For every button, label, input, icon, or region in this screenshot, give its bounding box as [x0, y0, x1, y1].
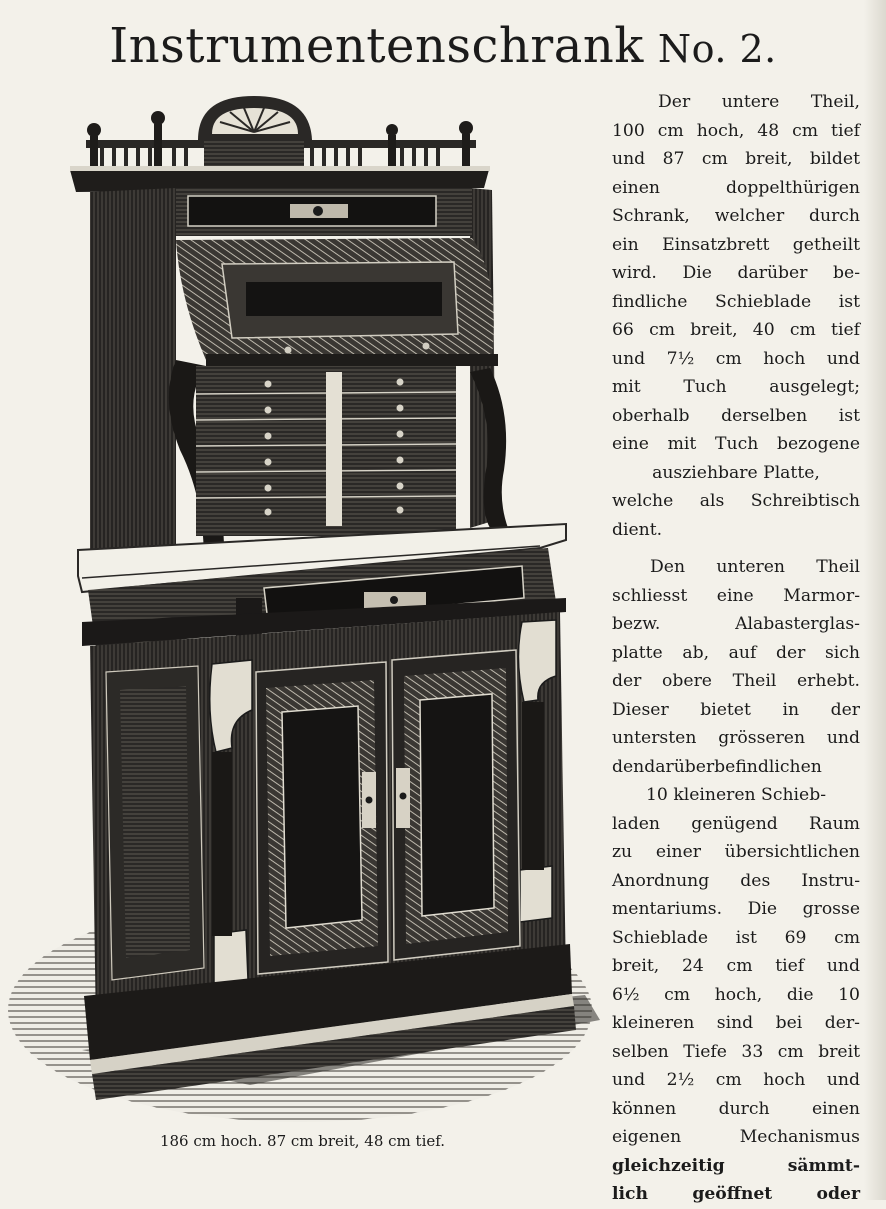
text-line: untersten grösseren und [612, 728, 860, 748]
text-line: gleichzeitig sämmt- [612, 1155, 860, 1176]
text-line: lich geöffnet oder [612, 1184, 860, 1204]
text-line: 100 cm hoch, 48 cm tief [612, 120, 860, 141]
text-line: 10 kleineren Schieb- [645, 785, 827, 805]
text-line: Schieblade ist 69 cm [612, 927, 860, 948]
text-line: können durch einen [612, 1098, 860, 1119]
text-line: dendarüberbefindlichen [612, 756, 822, 777]
text-line: schliesst eine Marmor- [612, 585, 860, 606]
page-title [0, 14, 886, 81]
description-column [612, 88, 860, 1209]
text-line: eigenen Mechanismus [612, 1127, 860, 1147]
text-line: einen doppelthürigen [612, 177, 860, 198]
text-line: Anordnung des Instru- [612, 870, 860, 891]
text-line: wird. Die darüber be- [612, 263, 860, 283]
text-line: kleineren sind bei der- [612, 1013, 860, 1033]
text-line: zu einer übersichtlichen [612, 842, 860, 862]
paragraph-2 [612, 553, 860, 1209]
text-line: findliche Schieblade ist [612, 291, 860, 312]
text-line: und 87 cm breit, bildet [612, 149, 860, 169]
top-gallery [86, 96, 476, 168]
cabinet-engraving-icon [0, 88, 605, 1140]
page-edge-shadow [864, 0, 886, 1200]
text-line: ein Einsatzbrett getheilt [612, 234, 860, 255]
text-line: eine mit Tuch bezogene [612, 434, 860, 454]
text-line: laden genügend Raum [612, 813, 860, 834]
paragraph-1 [612, 88, 860, 544]
text-line: ausziehbare Platte, [652, 462, 820, 483]
text-line: 6½ cm hoch, die 10 [612, 984, 860, 1005]
text-line: Den unteren Theil [650, 557, 860, 577]
text-line: Der untere Theil, [658, 92, 860, 112]
text-line: mit Tuch ausgelegt; [612, 377, 860, 397]
text-line: 66 cm breit, 40 cm tief [612, 320, 860, 340]
text-line: und 2½ cm hoch und [612, 1070, 860, 1090]
text-line: bezw. Alabasterglas- [612, 614, 860, 634]
text-line: mentariums. Die grosse [612, 899, 860, 919]
text-line: welche als Schreibtisch [612, 491, 860, 511]
title-main: Instrumentenschrank [109, 18, 644, 74]
text-line: platte ab, auf der sich [612, 642, 860, 663]
figure-caption: 186 cm hoch. 87 cm breit, 48 cm tief. [159, 1132, 446, 1150]
text-line: breit, 24 cm tief und [612, 956, 860, 976]
text-line: selben Tiefe 33 cm breit [612, 1041, 860, 1062]
text-line: dient. [612, 519, 663, 540]
text-line: Schrank, welcher durch [612, 206, 860, 226]
text-line: und 7½ cm hoch und [612, 348, 860, 369]
text-line: der obere Theil erhebt. [612, 671, 860, 691]
cabinet-illustration [0, 88, 605, 1140]
text-line: Dieser bietet in der [612, 699, 860, 720]
text-line: oberhalb derselben ist [612, 405, 860, 426]
title-number: No. 2. [657, 27, 777, 71]
